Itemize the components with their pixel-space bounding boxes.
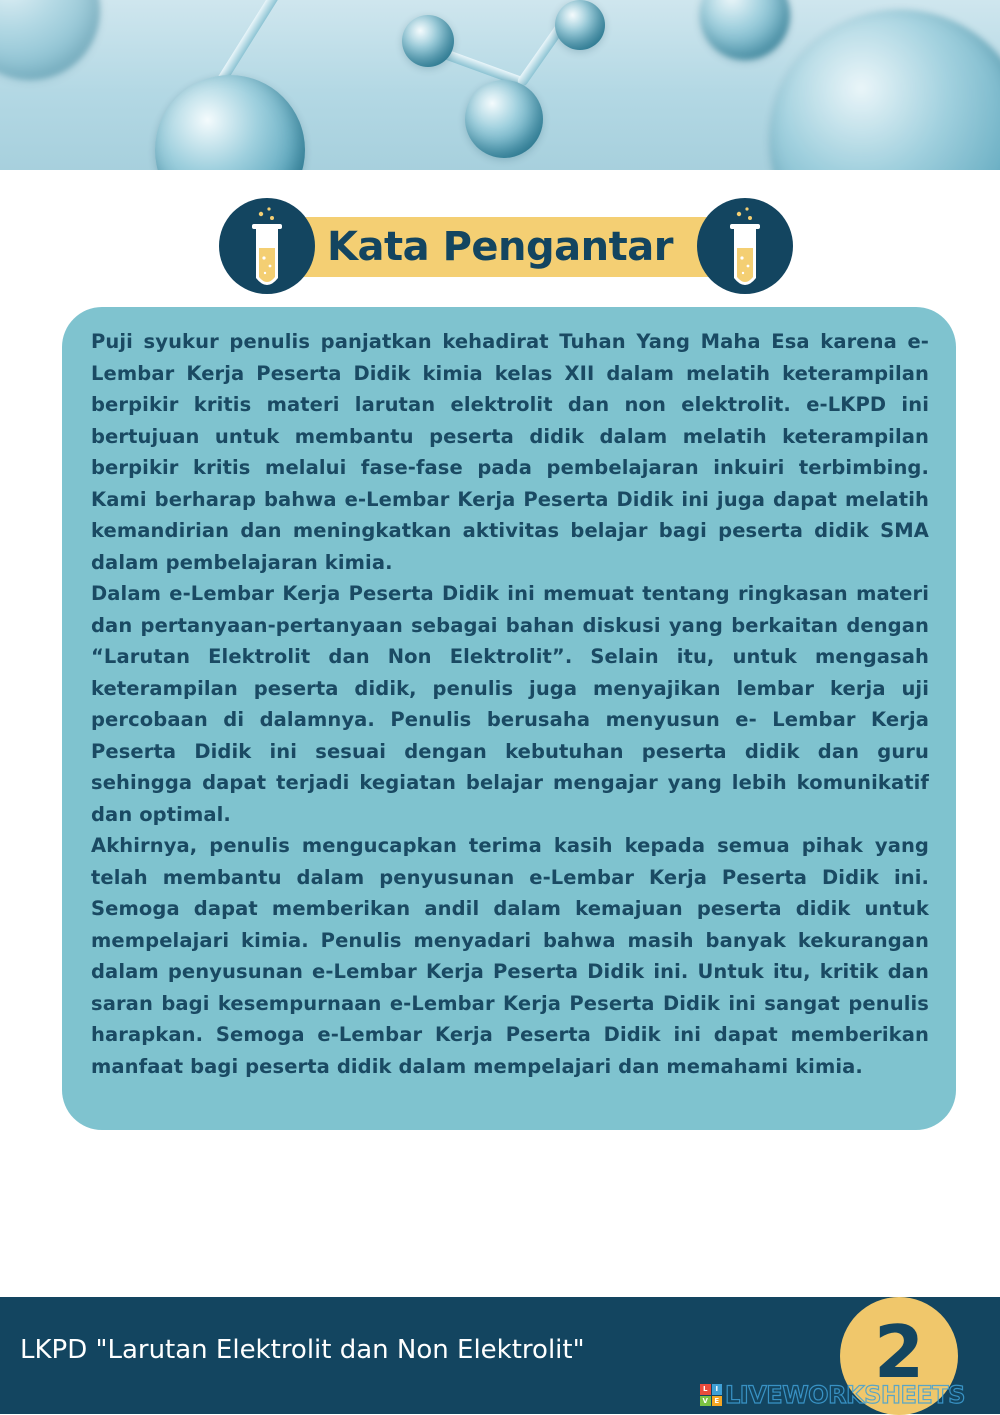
logo-letter: E xyxy=(712,1396,723,1407)
test-tube-icon xyxy=(219,198,315,294)
page-number: 2 xyxy=(873,1310,925,1394)
paragraph-3: Akhirnya, penulis mengucapkan terima kasih kepada semua pihak yang telah membantu dalam penyusunan e-Lembar Kerja Peserta Didik ini. Semoga dapat memberikan andil dalam kemajuan peserta didik untuk mempelajari kimia. Penulis menyadari bahwa masih banyak kekurangan dalam penyusunan e-Lembar Kerja Peserta Didik ini. Untuk itu, kritik dan saran bagi kesempurnaan e-Lembar Kerja Peserta Didik ini sangat penulis harapkan. Semoga e-Lembar Kerja Peserta Didik ini dapat memberikan manfaat bagi peserta didik dalam mempelajari dan memahami kimia. xyxy=(91,834,929,1078)
test-tube-icon xyxy=(697,198,793,294)
molecule-bubble xyxy=(770,10,1000,170)
content-body xyxy=(91,326,929,1082)
molecule-bubble xyxy=(0,0,100,80)
liveworksheets-logo xyxy=(700,1384,722,1406)
molecule-bubble xyxy=(555,0,605,50)
page-title: Kata Pengantar xyxy=(327,224,673,270)
molecule-bubble xyxy=(402,15,454,67)
logo-letter: I xyxy=(712,1384,723,1395)
watermark xyxy=(700,1383,965,1407)
molecule-bubble xyxy=(465,80,543,158)
logo-letter: V xyxy=(700,1396,711,1407)
paragraph-2: Dalam e-Lembar Kerja Peserta Didik ini memuat tentang ringkasan materi dan pertanyaan-pertanyaan sebagai bahan diskusi yang berkaitan dengan “Larutan Elektrolit dan Non Elektrolit”. Selain itu, untuk mengasah keterampilan peserta didik, penulis juga menyajikan lembar kerja uji percobaan di dalamnya. Penulis berusaha menyusun e- Lembar Kerja Peserta Didik ini sesuai dengan kebutuhan peserta didik dan guru sehingga dapat terjadi kegiatan belajar mengajar yang lebih komunikatif dan optimal. xyxy=(91,582,929,826)
paragraph-1: Puji syukur penulis panjatkan kehadirat Tuhan Yang Maha Esa karena e-Lembar Kerja Peserta Didik kimia kelas XII dalam melatih keterampilan berpikir kritis materi larutan elektrolit dan non elektrolit. e-LKPD ini bertujuan untuk membantu peserta didik dalam melatih keterampilan berpikir kritis melalui fase-fase pada pembelajaran inkuiri terbimbing. Kami berharap bahwa e-Lembar Kerja Peserta Didik ini juga dapat melatih kemandirian dan meningkatkan aktivitas belajar bagi peserta didik SMA dalam pembelajaran kimia. xyxy=(91,330,929,574)
molecule-bubble xyxy=(700,0,790,60)
header-banner xyxy=(0,0,1000,170)
title-bar xyxy=(258,217,742,277)
watermark-text: LIVEWORKSHEETS xyxy=(725,1381,965,1409)
molecule-bubble xyxy=(155,75,305,170)
logo-letter: L xyxy=(700,1384,711,1395)
content-card xyxy=(62,307,956,1130)
footer-title: LKPD "Larutan Elektrolit dan Non Elektrolit" xyxy=(20,1335,585,1365)
